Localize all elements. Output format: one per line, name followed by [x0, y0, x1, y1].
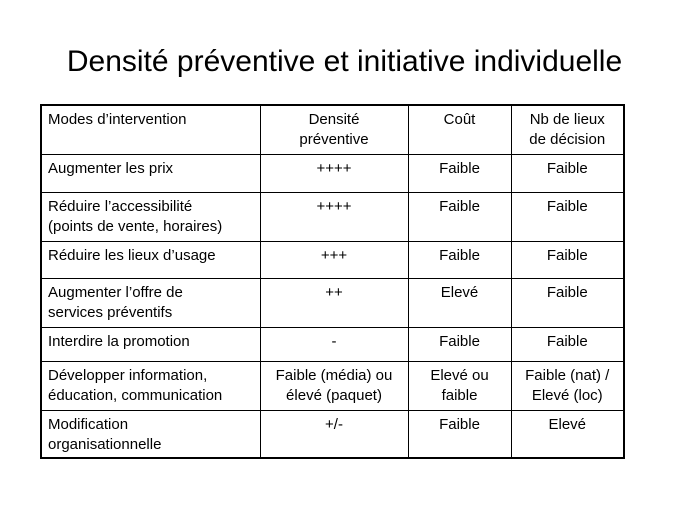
table-cell: Développer information, éducation, communication — [41, 361, 260, 410]
header-cell: Modes d’intervention — [41, 105, 260, 154]
table-cell: Faible (nat) / Elevé (loc) — [511, 361, 624, 410]
table-cell: Faible — [408, 410, 511, 458]
table-row — [41, 327, 624, 361]
table-header-row — [41, 105, 624, 154]
table-cell: +++ — [260, 241, 408, 278]
table-cell: Augmenter l’offre de services préventifs — [41, 278, 260, 327]
table-cell: Réduire l’accessibilité (points de vente, horaires) — [41, 192, 260, 241]
table-row — [41, 192, 624, 241]
table-cell: Faible — [408, 327, 511, 361]
table-cell: Elevé — [408, 278, 511, 327]
table-cell: Faible — [511, 278, 624, 327]
table-cell: Modification organisationnelle — [41, 410, 260, 458]
table-cell: ++++ — [260, 154, 408, 192]
table-cell: Faible — [511, 327, 624, 361]
table-cell: Faible — [511, 241, 624, 278]
slide-title: Densité préventive et initiative individuelle — [66, 45, 623, 78]
header-cell: Coût — [408, 105, 511, 154]
table-row — [41, 154, 624, 192]
table-cell: Elevé ou faible — [408, 361, 511, 410]
table-cell: - — [260, 327, 408, 361]
table-row — [41, 410, 624, 458]
table-cell: Faible — [408, 154, 511, 192]
table-row — [41, 241, 624, 278]
table-row — [41, 361, 624, 410]
header-cell: Nb de lieux de décision — [511, 105, 624, 154]
intervention-table — [40, 104, 625, 459]
table-cell: Faible — [511, 192, 624, 241]
table-cell: Faible — [408, 192, 511, 241]
table-cell: Faible — [511, 154, 624, 192]
table-cell: +/- — [260, 410, 408, 458]
table-cell: Faible (média) ou élevé (paquet) — [260, 361, 408, 410]
table-cell: Faible — [408, 241, 511, 278]
table-cell: ++++ — [260, 192, 408, 241]
header-cell: Densité préventive — [260, 105, 408, 154]
table-cell: ++ — [260, 278, 408, 327]
table-row — [41, 278, 624, 327]
table-cell: Augmenter les prix — [41, 154, 260, 192]
table-cell: Réduire les lieux d’usage — [41, 241, 260, 278]
table-cell: Interdire la promotion — [41, 327, 260, 361]
table-cell: Elevé — [511, 410, 624, 458]
